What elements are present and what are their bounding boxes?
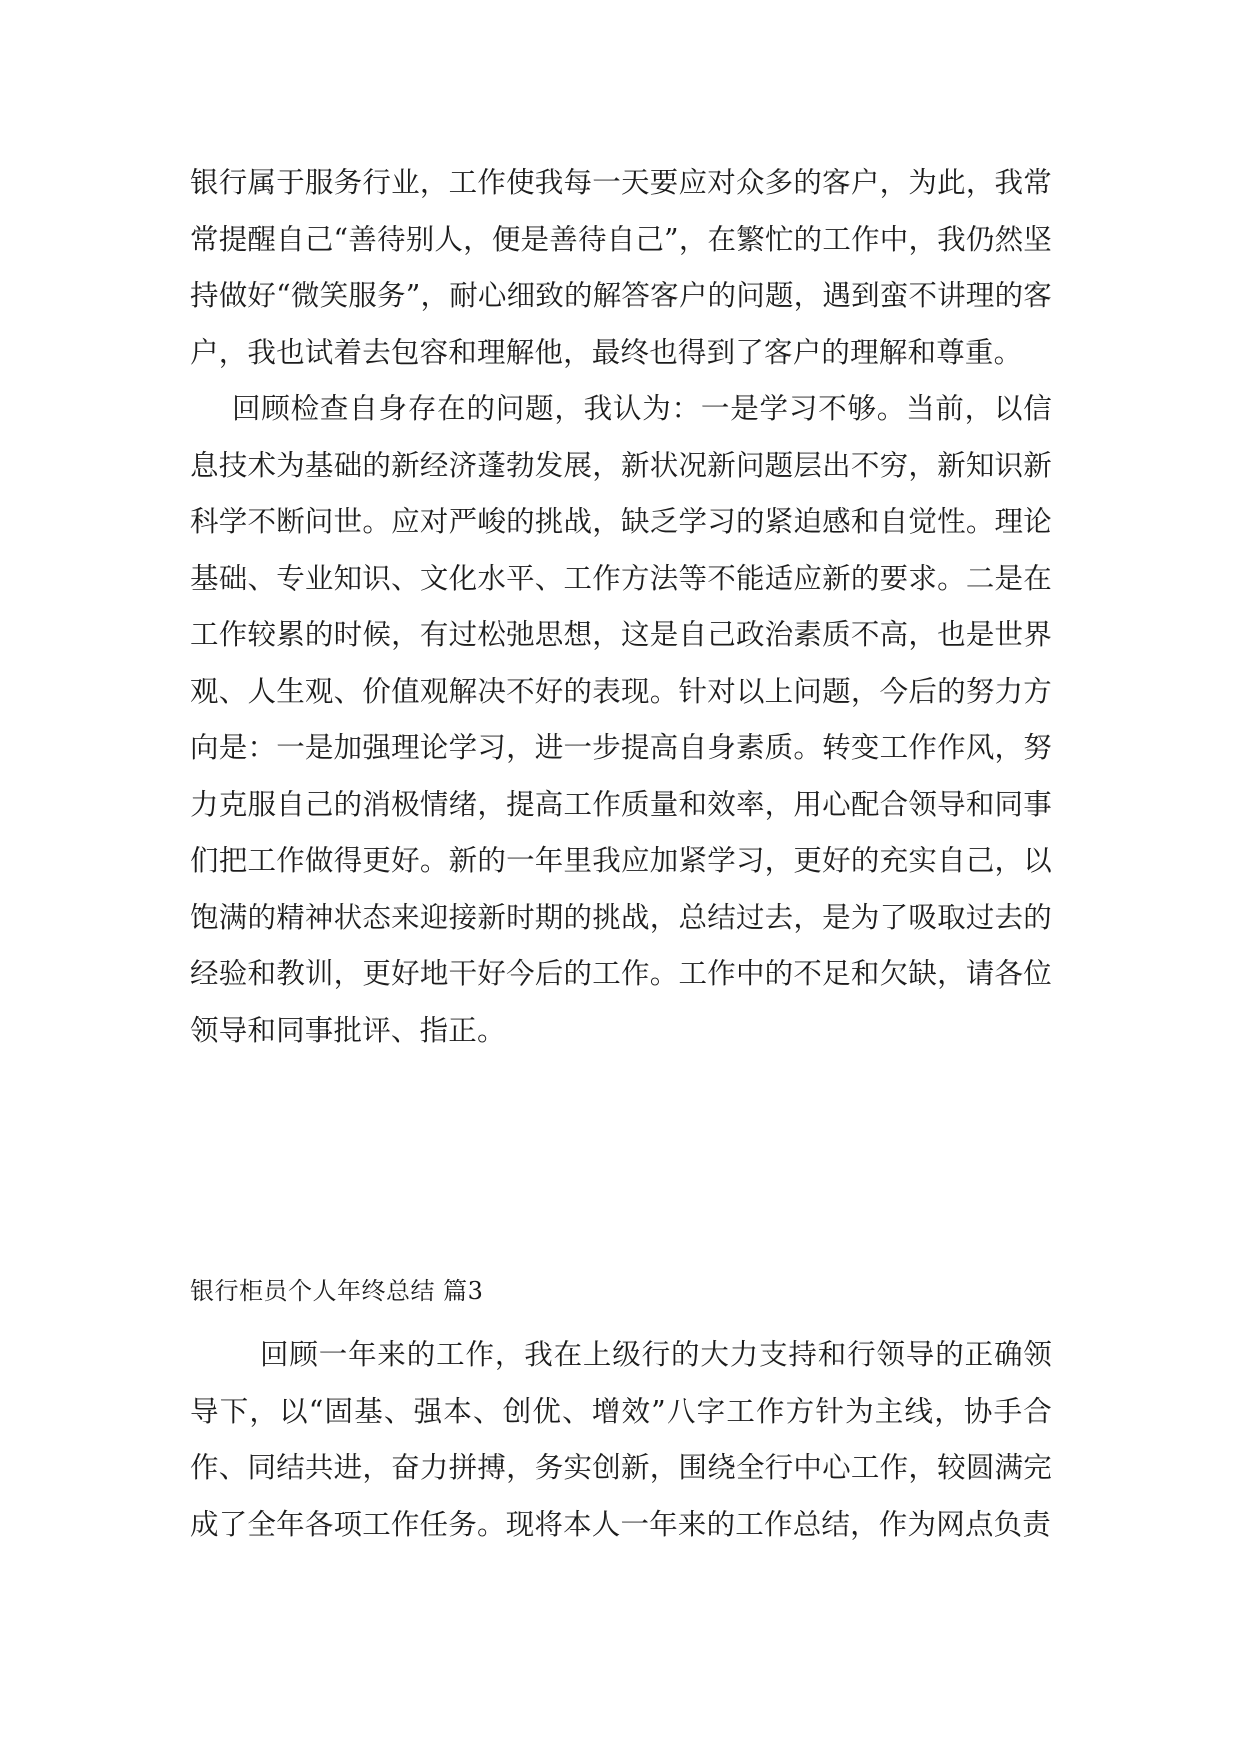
section-block bbox=[190, 1275, 1052, 1553]
paragraph: 回顾一年来的工作，我在上级行的大力支持和行领导的正确领导下，以“固基、强本、创优、增效”八字工作方针为主线，协手合作、同结共进，奋力拼搏，务实创新，围绕全行中心工作，较圆满完成了全年各项工作任务。现将本人一年来的工作总结，作为网点负责 bbox=[190, 1338, 1052, 1541]
paragraph: 回顾检查自身存在的问题，我认为：一是学习不够。当前，以信息技术为基础的新经济蓬勃发展，新状况新问题层出不穷，新知识新科学不断问世。应对严峻的挑战，缺乏学习的紧迫感和自觉性。理论基础、专业知识、文化水平、工作方法等不能适应新的要求。二是在工作较累的时候，有过松弛思想，这是自己政治素质不高，也是世界观、人生观、价值观解决不好的表现。针对以上问题，今后的努力方向是：一是加强理论学习，进一步提高自身素质。转变工作作风，努力克服自己的消极情绪，提高工作质量和效率，用心配合领导和同事们把工作做得更好。新的一年里我应加紧学习，更好的充实自己，以饱满的精神状态来迎接新时期的挑战，总结过去，是为了吸取过去的经验和教训，更好地干好今后的工作。工作中的不足和欠缺，请各位领导和同事批评、指正。 bbox=[190, 392, 1052, 1047]
paragraph: 银行属于服务行业，工作使我每一天要应对众多的客户，为此，我常常提醒自己“善待别人，便是善待自己”，在繁忙的工作中，我仍然坚持做好“微笑服务”，耐心细致的解答客户的问题，遇到蛮不讲理的客户，我也试着去包容和理解他，最终也得到了客户的理解和尊重。 bbox=[190, 166, 1052, 369]
section-heading: 银行柜员个人年终总结 篇3 bbox=[190, 1277, 484, 1305]
text-block-top bbox=[190, 155, 1052, 1059]
